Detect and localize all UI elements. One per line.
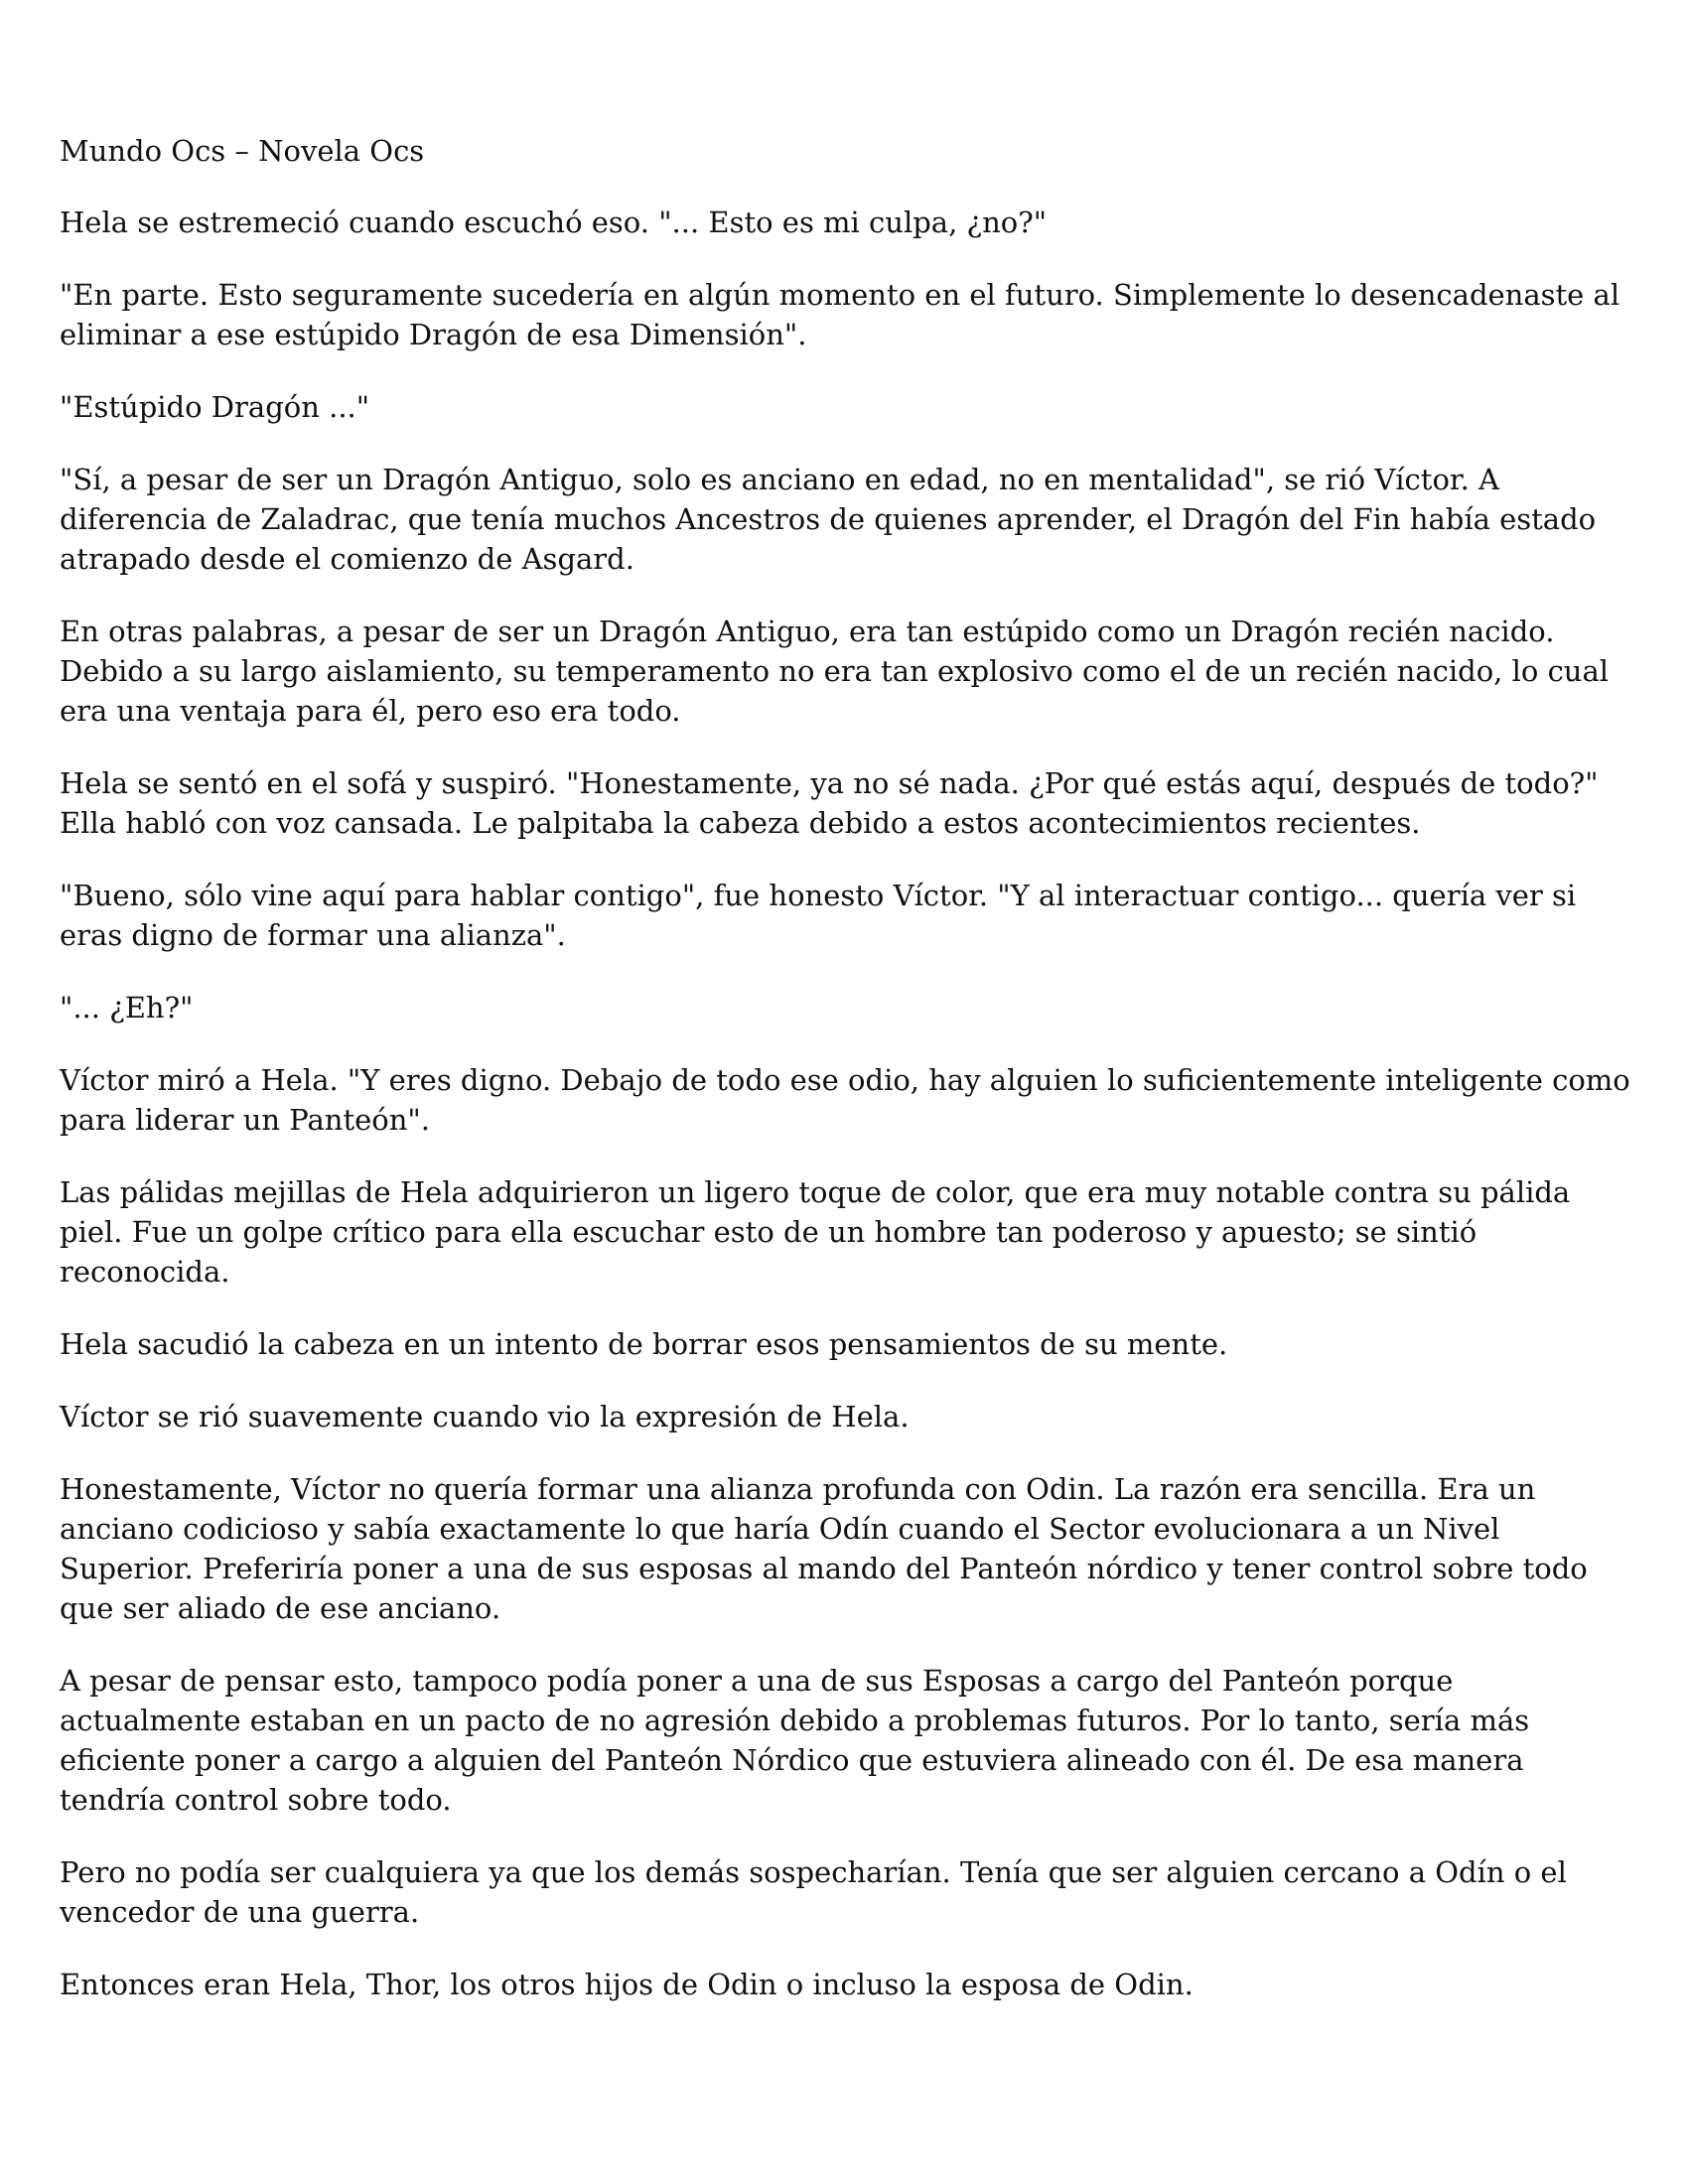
paragraph: Víctor miró a Hela. "Y eres digno. Debajo de todo ese odio, hay alguien lo suficientemente inteligente como para liderar un Panteón". bbox=[60, 1063, 1630, 1137]
paragraph: Honestamente, Víctor no quería formar una alianza profunda con Odin. La razón era sencilla. Era un anciano codicioso y sabía exactamente lo que haría Odín cuando el Sector evolucionara a un Nivel Superior. Preferiría poner a una de sus esposas al mando del Panteón nórdico y tener control sobre todo que ser aliado de ese anciano. bbox=[60, 1472, 1588, 1625]
paragraph: En otras palabras, a pesar de ser un Dragón Antiguo, era tan estúpido como un Dragón recién nacido. Debido a su largo aislamiento, su temperamento no era tan explosivo como el de un recién nacido, lo cual era una ventaja para él, pero eso era todo. bbox=[60, 614, 1610, 728]
paragraph: Hela se sentó en el sofá y suspiró. "Honestamente, ya no sé nada. ¿Por qué estás aquí, después de todo?" Ella habló con voz cansada. Le palpitaba la cabeza debido a estos acontecimientos recientes. bbox=[60, 766, 1599, 840]
paragraph: Las pálidas mejillas de Hela adquirieron un ligero toque de color, que era muy notable contra su pálida piel. Fue un golpe crítico para ella escuchar esto de un hombre tan poderoso y apuesto; se sintió reconocida. bbox=[60, 1175, 1571, 1289]
paragraph: Hela se estremeció cuando escuchó eso. "... Esto es mi culpa, ¿no?" bbox=[60, 205, 1048, 239]
paragraph: "En parte. Esto seguramente sucedería en algún momento en el futuro. Simplemente lo desencadenaste al eliminar a ese estúpido Dragón de esa Dimensión". bbox=[60, 278, 1620, 351]
paragraph: "Estúpido Dragón ..." bbox=[60, 390, 370, 424]
paragraph: "Bueno, sólo vine aquí para hablar contigo", fue honesto Víctor. "Y al interactuar contigo... quería ver si eras digno de formar una alianza". bbox=[60, 879, 1577, 952]
paragraph: "Sí, a pesar de ser un Dragón Antiguo, solo es anciano en edad, no en mentalidad", se rió Víctor. A diferencia de Zaladrac, que tenía muchos Ancestros de quienes aprender, el Dragón del Fin había estado atrapado desde el comienzo de Asgard. bbox=[60, 463, 1597, 576]
paragraph: A pesar de pensar esto, tampoco podía poner a una de sus Esposas a cargo del Panteón porque actualmente estaban en un pacto de no agresión debido a problemas futuros. Por lo tanto, sería más eficiente poner a cargo a alguien del Panteón Nórdico que estuviera alineado con él. De esa manera tendría control sobre todo. bbox=[60, 1664, 1530, 1817]
paragraph: Hela sacudió la cabeza en un intento de borrar esos pensamientos de su mente. bbox=[60, 1327, 1228, 1361]
paragraph: Entonces eran Hela, Thor, los otros hijos de Odin o incluso la esposa de Odin. bbox=[60, 1968, 1194, 2001]
paragraph: Pero no podía ser cualquiera ya que los demás sospecharían. Tenía que ser alguien cercano a Odín o el vencedor de una guerra. bbox=[60, 1855, 1567, 1929]
page-content bbox=[60, 131, 1638, 2037]
paragraph: Víctor se rió suavemente cuando vio la expresión de Hela. bbox=[60, 1400, 910, 1433]
paragraph: "... ¿Eh?" bbox=[60, 991, 194, 1024]
document-header: Mundo Ocs – Novela Ocs bbox=[60, 134, 425, 168]
